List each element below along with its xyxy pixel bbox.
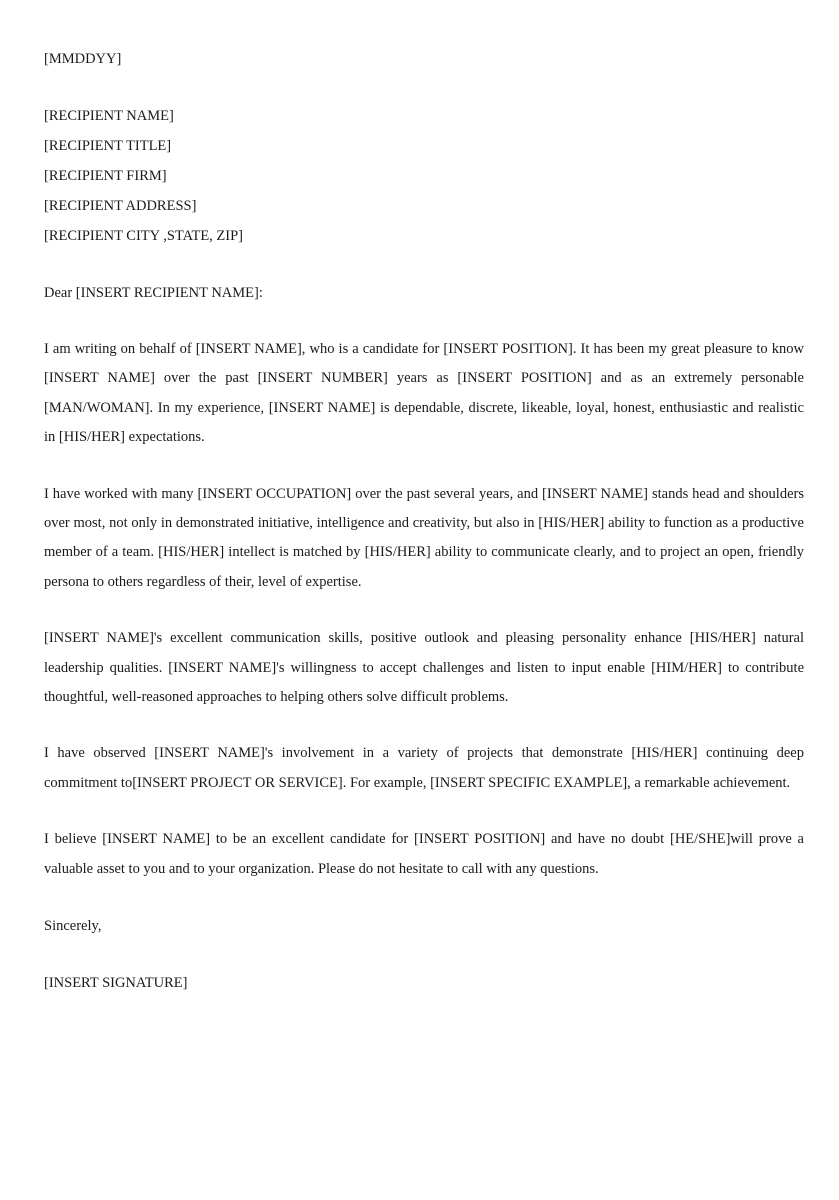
body-paragraph-1: I am writing on behalf of [INSERT NAME], who is a candidate for [INSERT POSITION]. It has been my great pleasure to know [INSERT NAME] over the past [INSERT NUMBER] years as [INSERT POSITION] and as an extremely personable [MAN/WOMAN]. In my experience, [INSERT NAME] is dependable, discrete, likeable, loyal, honest, enthusiastic and realistic in [HIS/HER] expectations. bbox=[44, 341, 804, 446]
body-paragraph-3: [INSERT NAME]'s excellent communication skills, positive outlook and pleasing personality enhance [HIS/HER] natural leadership qualities. [INSERT NAME]'s willingness to accept challenges and listen to input enable [HIM/HER] to contribute thoughtful, well-reasoned approaches to helping others solve difficult problems. bbox=[44, 630, 804, 706]
salutation: Dear [INSERT RECIPIENT NAME]: bbox=[44, 285, 263, 301]
body-paragraph-4: I have observed [INSERT NAME]'s involvement in a variety of projects that demonstrate [HIS/HER] continuing deep commitment to[INSERT PROJECT OR SERVICE]. For example, [INSERT SPECIFIC EXAMPLE], a remarkable achievement. bbox=[44, 745, 804, 791]
recipient-firm: [RECIPIENT FIRM] bbox=[44, 168, 167, 184]
recipient-title: [RECIPIENT TITLE] bbox=[44, 138, 172, 154]
recipient-address: [RECIPIENT ADDRESS] bbox=[44, 198, 197, 214]
recipient-block bbox=[44, 101, 807, 251]
letter-date: [MMDDYY] bbox=[44, 51, 122, 67]
body-paragraph-5: I believe [INSERT NAME] to be an excellent candidate for [INSERT POSITION] and have no doubt [HE/SHE]will prove a valuable asset to you and to your organization. Please do not hesitate to call with any questions. bbox=[44, 831, 804, 877]
recipient-city-state-zip: [RECIPIENT CITY ,STATE, ZIP] bbox=[44, 228, 244, 244]
signature-placeholder: [INSERT SIGNATURE] bbox=[44, 975, 188, 992]
body-paragraph-2: I have worked with many [INSERT OCCUPATION] over the past several years, and [INSERT NAME] stands head and shoulders over most, not only in demonstrated initiative, intelligence and creativity, but also in [HIS/HER] ability to function as a productive member of a team. [HIS/HER] intellect is matched by [HIS/HER] ability to communicate clearly, and to project an open, friendly persona to others regardless of their, level of expertise. bbox=[44, 485, 804, 590]
closing: Sincerely, bbox=[44, 918, 102, 935]
recipient-name: [RECIPIENT NAME] bbox=[44, 108, 174, 124]
